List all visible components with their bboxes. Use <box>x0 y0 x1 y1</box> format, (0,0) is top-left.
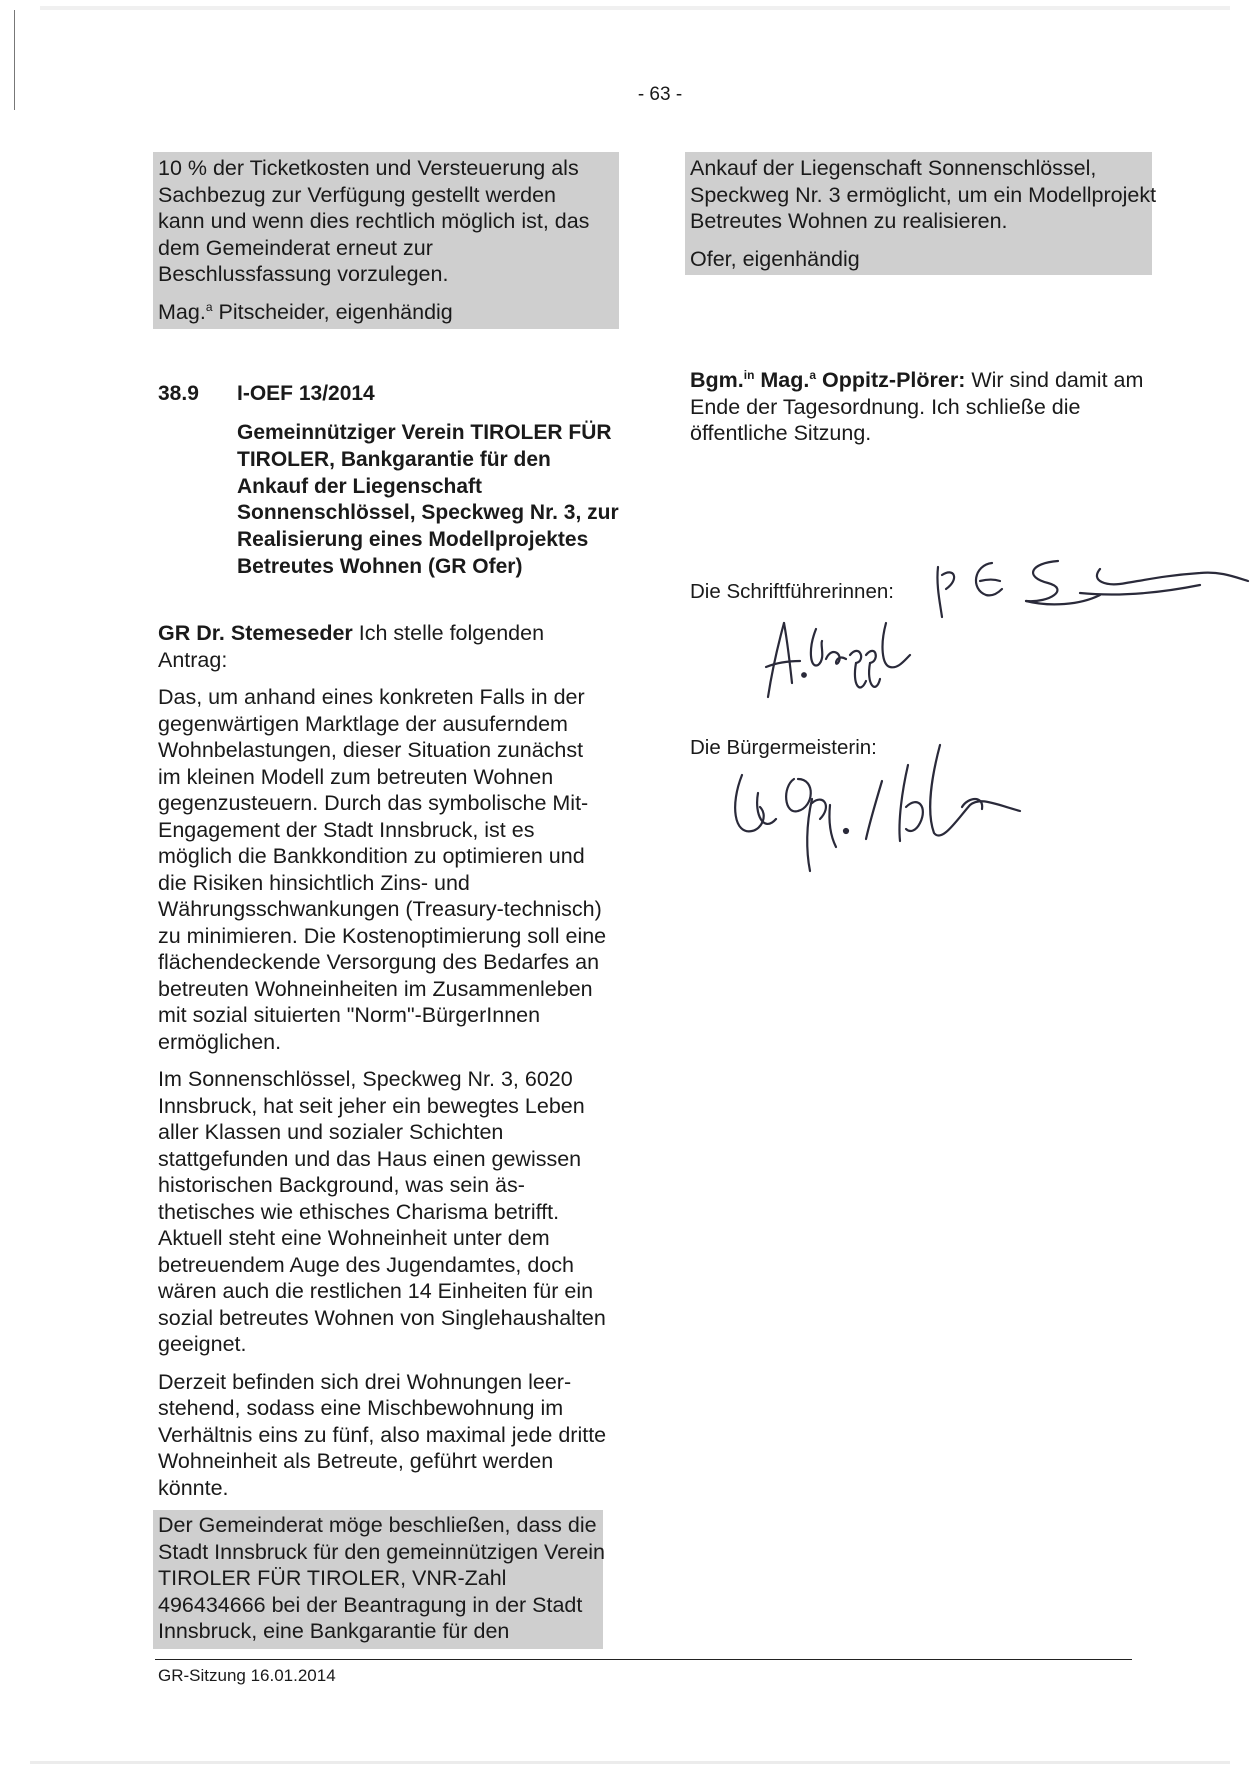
carryover-signer: Mag.$^a$ Pitscheider, eigenhändig <box>158 299 453 324</box>
scan-artifact-bottom <box>30 1761 1230 1764</box>
item-title: Gemeinnütziger Verein TIROLER FÜR TIROLER, Bankgarantie für den Ankauf der Liegenschaft Sonnenschlössel, Speckweg Nr. 3, zur Realisierung eines Modellprojektes Betreutes Wohnen (GR Ofer) <box>237 421 619 578</box>
left-body <box>158 620 608 1645</box>
signature-secretary-1 <box>930 555 1250 630</box>
closing-statement: Bgm.$^{in}$ Mag.$^a$ Oppitz-Plörer: Wir sind damit am Ende der Tagesordnung. Ich schließe die öffentliche Sitzung. <box>690 368 1144 445</box>
page-number: - 63 - <box>637 84 683 105</box>
mayor-label: Die Bürgermeisterin: <box>690 736 877 759</box>
signature-mayor <box>720 735 1080 880</box>
mayor-name: Oppitz-Plörer: <box>816 368 966 392</box>
right-carryover <box>690 155 1160 272</box>
item-number: 38.9 <box>158 382 199 405</box>
paragraph-1: Das, um anhand eines konkreten Falls in der gegenwärtigen Marktlage der ausuferndem Wohnbelastungen, dieser Situation zunächst im kleinen Modell zum betreuten Wohnen gegenzusteuern. Durch das symbolische Mit-Engagement der Stadt Innsbruck, ist es möglich die Bankkondition zu optimieren und die Risiken hinsichtlich Zins- und Währungsschwankungen (Treasury-technisch) zu minimieren. Die Kostenoptimierung soll eine flächendeckende Versorgung des Bedarfes an betreuten Wohneinheiten im Zusammenleben mit sozial situierten "Norm"-BürgerInnen ermöglichen. <box>158 685 607 1054</box>
scan-artifact-left <box>14 10 15 110</box>
carryover-signer-right: Ofer, eigenhändig <box>690 246 860 271</box>
paragraph-2: Im Sonnenschlössel, Speckweg Nr. 3, 6020 Innsbruck, hat seit jeher ein bewegtes Leben aller Klassen und sozialer Schichten stattgefunden und das Haus einen gewissen historischen Background, was sein ästhetisches wie ethisches Charisma betrifft. Aktuell steht eine Wohneinheit unter dem betreuendem Auge des Jugendamtes, doch wären auch die restlichen 14 Einheiten für ein sozial betreutes Wohnen von Singlehaushalten geeignet. <box>158 1067 606 1356</box>
signature-secretary-2 <box>760 615 920 710</box>
footer-rule <box>155 1659 1132 1660</box>
left-carryover <box>158 155 608 325</box>
carryover-paragraph-right: Ankauf der Liegenschaft Sonnenschlössel, Speckweg Nr. 3 ermöglicht, um ein Modellprojekt Betreutes Wohnen zu realisieren. <box>690 156 1157 233</box>
speaker-name: GR Dr. Stemeseder <box>158 621 353 645</box>
speaker-line: GR Dr. Stemeseder Ich stelle folgenden Antrag: <box>158 621 545 672</box>
scan-artifact-top <box>40 6 1230 10</box>
motion-paragraph: Der Gemeinderat möge beschließen, dass die Stadt Innsbruck für den gemeinnützigen Verein TIROLER FÜR TIROLER, VNR-Zahl 496434666 bei der Beantragung in der Stadt Innsbruck, eine Bankgarantie für den <box>158 1513 606 1643</box>
paragraph-3: Derzeit befinden sich drei Wohnungen leerstehend, sodass eine Mischbewohnung im Verhältnis eins zu fünf, also maximal jede dritte Wohneinheit als Betreute, geführt werden könnte. <box>158 1369 607 1500</box>
secretaries-label: Die Schriftführerinnen: <box>690 580 894 603</box>
footer-session: GR-Sitzung 16.01.2014 <box>158 1666 336 1685</box>
carryover-paragraph: 10 % der Ticketkosten und Versteuerung als Sachbezug zur Verfügung gestellt werden kann und wenn dies rechtlich möglich ist, das dem Gemeinderat erneut zur Beschlussfassung vorzulegen. <box>158 156 590 286</box>
item-code: I-OEF 13/2014 <box>237 382 375 405</box>
